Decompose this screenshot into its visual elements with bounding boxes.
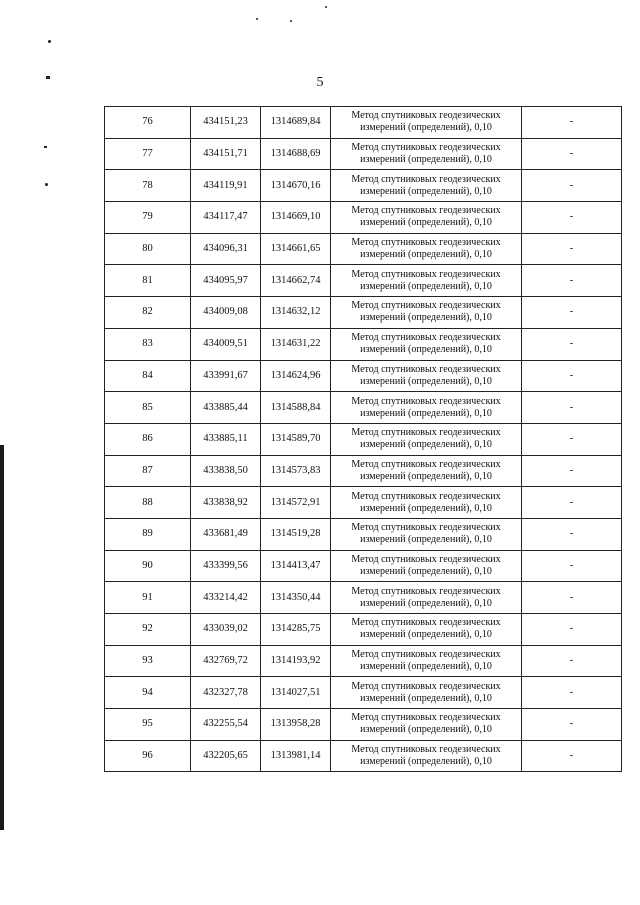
point-number-cell: 96 [105,740,191,772]
method-cell [331,582,522,614]
method-line-2: измерений (определений), 0,10 [360,692,492,704]
method-line-2: измерений (определений), 0,10 [360,407,492,419]
method-line-2: измерений (определений), 0,10 [360,565,492,577]
method-cell [331,138,522,170]
x-coordinate-cell: 434009,08 [191,297,261,329]
y-coordinate-cell: 1314573,83 [261,455,331,487]
y-coordinate-cell: 1314624,96 [261,360,331,392]
method-line-1: Метод спутниковых геодезических [351,205,501,217]
method-cell [331,677,522,709]
method-line-1: Метод спутниковых геодезических [351,458,501,470]
scan-speck [45,183,48,186]
method-line-2: измерений (определений), 0,10 [360,154,492,166]
point-number-cell: 85 [105,392,191,424]
method-cell [331,455,522,487]
method-cell [331,550,522,582]
method-line-2: измерений (определений), 0,10 [360,756,492,768]
coordinates-table [104,106,622,772]
x-coordinate-cell: 434009,51 [191,328,261,360]
method-line-2: измерений (определений), 0,10 [360,597,492,609]
method-cell [331,297,522,329]
y-coordinate-cell: 1313981,14 [261,740,331,772]
method-cell [331,107,522,139]
y-coordinate-cell: 1314027,51 [261,677,331,709]
method-line-1: Метод спутниковых геодезических [351,237,501,249]
method-line-1: Метод спутниковых геодезических [351,173,501,185]
method-line-1: Метод спутниковых геодезических [351,427,501,439]
method-line-2: измерений (определений), 0,10 [360,185,492,197]
scan-speck [256,18,258,20]
x-coordinate-cell: 434151,23 [191,107,261,139]
accuracy-cell: - [522,233,622,265]
method-line-1: Метод спутниковых геодезических [351,395,501,407]
table-row [105,455,622,487]
y-coordinate-cell: 1314193,92 [261,645,331,677]
method-line-1: Метод спутниковых геодезических [351,110,501,122]
table-row [105,645,622,677]
scan-speck [325,6,327,8]
table-row [105,614,622,646]
method-line-2: измерений (определений), 0,10 [360,534,492,546]
accuracy-cell: - [522,423,622,455]
y-coordinate-cell: 1314670,16 [261,170,331,202]
table-row [105,107,622,139]
accuracy-cell: - [522,328,622,360]
accuracy-cell: - [522,360,622,392]
y-coordinate-cell: 1314413,47 [261,550,331,582]
method-line-1: Метод спутниковых геодезических [351,712,501,724]
accuracy-cell: - [522,645,622,677]
method-line-2: измерений (определений), 0,10 [360,280,492,292]
accuracy-cell: - [522,297,622,329]
method-line-2: измерений (определений), 0,10 [360,312,492,324]
method-line-2: измерений (определений), 0,10 [360,344,492,356]
x-coordinate-cell: 433885,11 [191,423,261,455]
method-cell [331,614,522,646]
point-number-cell: 89 [105,518,191,550]
x-coordinate-cell: 432205,65 [191,740,261,772]
method-line-1: Метод спутниковых геодезических [351,300,501,312]
method-line-2: измерений (определений), 0,10 [360,661,492,673]
x-coordinate-cell: 433838,50 [191,455,261,487]
method-line-1: Метод спутниковых геодезических [351,142,501,154]
accuracy-cell: - [522,392,622,424]
method-line-2: измерений (определений), 0,10 [360,724,492,736]
accuracy-cell: - [522,677,622,709]
method-cell [331,392,522,424]
table-row [105,550,622,582]
y-coordinate-cell: 1313958,28 [261,709,331,741]
table-row [105,233,622,265]
table-row [105,740,622,772]
table-row [105,265,622,297]
method-line-2: измерений (определений), 0,10 [360,249,492,261]
scan-speck [290,20,292,22]
x-coordinate-cell: 433399,56 [191,550,261,582]
point-number-cell: 77 [105,138,191,170]
method-cell [331,360,522,392]
page-number: 5 [316,75,324,90]
scan-speck [48,40,51,43]
table-row [105,360,622,392]
table-row [105,518,622,550]
method-line-2: измерений (определений), 0,10 [360,217,492,229]
x-coordinate-cell: 434096,31 [191,233,261,265]
y-coordinate-cell: 1314688,69 [261,138,331,170]
method-line-1: Метод спутниковых геодезических [351,617,501,629]
accuracy-cell: - [522,170,622,202]
point-number-cell: 80 [105,233,191,265]
method-line-1: Метод спутниковых геодезических [351,744,501,756]
y-coordinate-cell: 1314632,12 [261,297,331,329]
point-number-cell: 93 [105,645,191,677]
method-line-2: измерений (определений), 0,10 [360,439,492,451]
method-line-1: Метод спутниковых геодезических [351,332,501,344]
table-row [105,582,622,614]
accuracy-cell: - [522,107,622,139]
point-number-cell: 95 [105,709,191,741]
method-cell [331,170,522,202]
method-line-2: измерений (определений), 0,10 [360,502,492,514]
method-cell [331,202,522,234]
point-number-cell: 83 [105,328,191,360]
method-line-2: измерений (определений), 0,10 [360,629,492,641]
accuracy-cell: - [522,740,622,772]
y-coordinate-cell: 1314662,74 [261,265,331,297]
accuracy-cell: - [522,487,622,519]
method-line-1: Метод спутниковых геодезических [351,490,501,502]
point-number-cell: 79 [105,202,191,234]
point-number-cell: 92 [105,614,191,646]
method-line-1: Метод спутниковых геодезических [351,363,501,375]
point-number-cell: 78 [105,170,191,202]
x-coordinate-cell: 433039,02 [191,614,261,646]
binding-edge [0,445,4,830]
method-line-1: Метод спутниковых геодезических [351,680,501,692]
y-coordinate-cell: 1314350,44 [261,582,331,614]
method-line-2: измерений (определений), 0,10 [360,470,492,482]
accuracy-cell: - [522,518,622,550]
y-coordinate-cell: 1314589,70 [261,423,331,455]
method-line-1: Метод спутниковых геодезических [351,649,501,661]
point-number-cell: 88 [105,487,191,519]
accuracy-cell: - [522,550,622,582]
x-coordinate-cell: 433838,92 [191,487,261,519]
point-number-cell: 84 [105,360,191,392]
table-row [105,423,622,455]
x-coordinate-cell: 434119,91 [191,170,261,202]
method-cell [331,233,522,265]
x-coordinate-cell: 434151,71 [191,138,261,170]
method-line-1: Метод спутниковых геодезических [351,522,501,534]
accuracy-cell: - [522,138,622,170]
method-line-2: измерений (определений), 0,10 [360,375,492,387]
y-coordinate-cell: 1314689,84 [261,107,331,139]
accuracy-cell: - [522,455,622,487]
table-row [105,487,622,519]
method-cell [331,487,522,519]
method-cell [331,645,522,677]
method-line-1: Метод спутниковых геодезических [351,553,501,565]
table-row [105,297,622,329]
accuracy-cell: - [522,265,622,297]
x-coordinate-cell: 432255,54 [191,709,261,741]
y-coordinate-cell: 1314669,10 [261,202,331,234]
point-number-cell: 82 [105,297,191,329]
table-row [105,709,622,741]
method-cell [331,709,522,741]
point-number-cell: 90 [105,550,191,582]
method-cell [331,423,522,455]
y-coordinate-cell: 1314588,84 [261,392,331,424]
point-number-cell: 81 [105,265,191,297]
x-coordinate-cell: 433214,42 [191,582,261,614]
point-number-cell: 86 [105,423,191,455]
point-number-cell: 87 [105,455,191,487]
table-row [105,170,622,202]
x-coordinate-cell: 432769,72 [191,645,261,677]
method-cell [331,328,522,360]
table-row [105,202,622,234]
accuracy-cell: - [522,582,622,614]
point-number-cell: 76 [105,107,191,139]
y-coordinate-cell: 1314631,22 [261,328,331,360]
y-coordinate-cell: 1314661,65 [261,233,331,265]
method-cell [331,265,522,297]
accuracy-cell: - [522,614,622,646]
method-cell [331,740,522,772]
accuracy-cell: - [522,202,622,234]
point-number-cell: 91 [105,582,191,614]
method-line-2: измерений (определений), 0,10 [360,122,492,134]
y-coordinate-cell: 1314519,28 [261,518,331,550]
x-coordinate-cell: 434095,97 [191,265,261,297]
method-line-1: Метод спутниковых геодезических [351,268,501,280]
table-row [105,138,622,170]
coordinates-table-body [105,107,622,772]
y-coordinate-cell: 1314285,75 [261,614,331,646]
table-row [105,677,622,709]
scan-speck [44,146,47,148]
x-coordinate-cell: 433991,67 [191,360,261,392]
point-number-cell: 94 [105,677,191,709]
x-coordinate-cell: 434117,47 [191,202,261,234]
table-row [105,328,622,360]
x-coordinate-cell: 432327,78 [191,677,261,709]
method-line-1: Метод спутниковых геодезических [351,585,501,597]
y-coordinate-cell: 1314572,91 [261,487,331,519]
accuracy-cell: - [522,709,622,741]
table-row [105,392,622,424]
x-coordinate-cell: 433885,44 [191,392,261,424]
method-cell [331,518,522,550]
x-coordinate-cell: 433681,49 [191,518,261,550]
